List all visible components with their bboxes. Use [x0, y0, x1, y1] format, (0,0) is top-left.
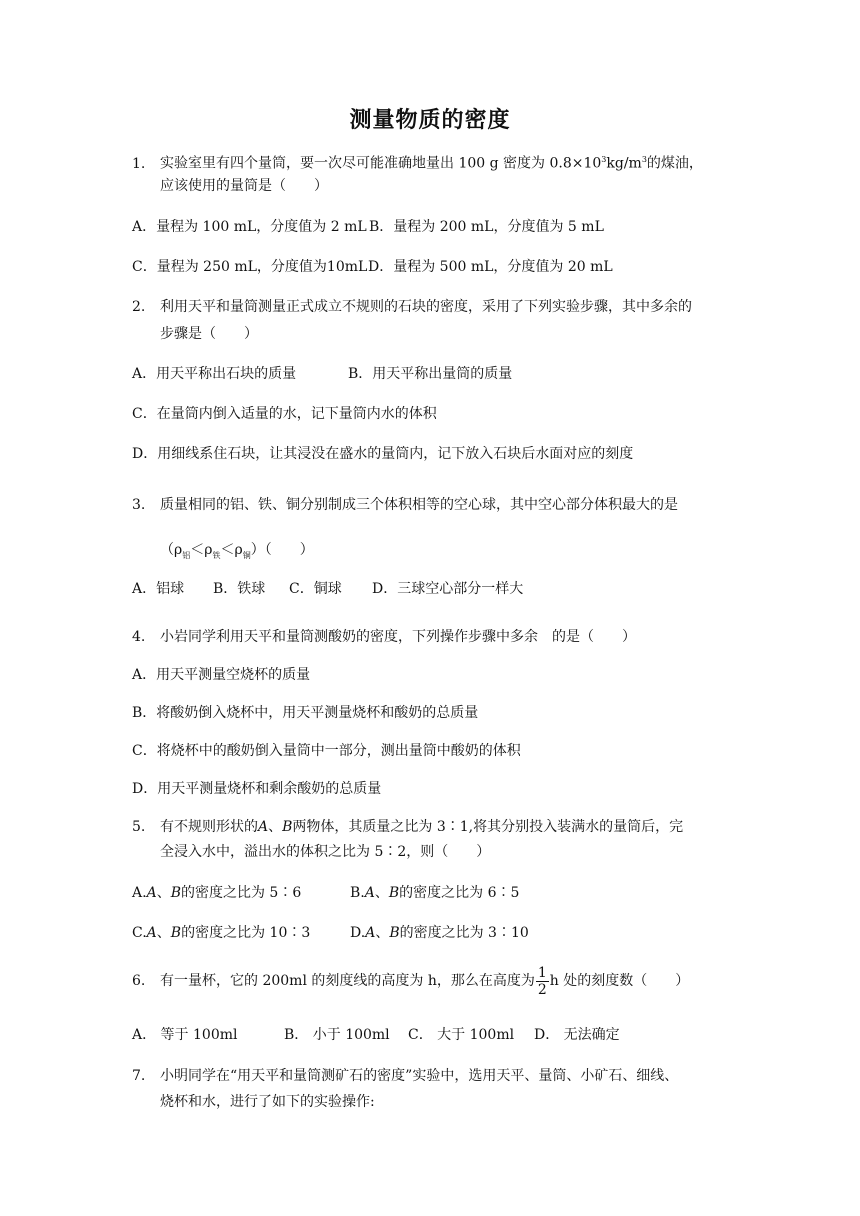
question-1-line-2: 应该使用的量筒是（ ） [160, 178, 328, 194]
page-title: 测量物质的密度 [349, 107, 511, 133]
option-b: B.A、B的密度之比为 6∶5 [350, 885, 520, 901]
question-7-line-2: 烧杯和水，进行了如下的实验操作: [160, 1094, 375, 1110]
option-b: B．量程为 200 mL，分度值为 5 mL [369, 219, 604, 235]
option-b: B． 小于 100ml [284, 1027, 390, 1043]
question-2-line-2: 步骤是（ ） [160, 326, 258, 342]
question-number: 6. [132, 973, 146, 989]
question-1-line-1: 1. 实验室里有四个量筒，要一次尽可能准确地量出 100 g 密度为 $0.8\times 10^3kg/m^3$的煤油， [132, 155, 703, 172]
question-3-density-condition: $(\rho_铝<\rho_铁<\rho_铜)$（ ） [160, 542, 314, 560]
option-c: C．在量筒内倒入适量的水，记下量筒内水的体积 [132, 406, 437, 422]
question-number: 1. [132, 155, 146, 172]
question-4-line-1: 4. 小岩同学利用天平和量筒测酸奶的密度，下列操作步骤中多余 的是（ ） [132, 629, 636, 645]
option-a: A．量程为 100 mL，分度值为 2 mL [132, 219, 367, 235]
option-c: C．铜球 [289, 581, 342, 597]
option-d: D．三球空心部分一样大 [372, 581, 524, 597]
option-c: C． 大于 100ml [408, 1027, 515, 1043]
question-3-options [132, 579, 523, 599]
question-number: 2. [132, 299, 146, 315]
question-7-line-1: 7. 小明同学在“用天平和量筒测矿石的密度”实验中，选用天平、量筒、小矿石、细线、 [132, 1068, 679, 1084]
question-5-options-cd [132, 923, 529, 943]
option-c: C．量程为 250 mL，分度值为10mL [132, 259, 368, 275]
question-number: 4. [132, 629, 146, 645]
question-6-line-1: 6. 有一量杯，它的 200ml 的刻度线的高度为 h，那么在高度为 $\frac{1}{2}$ h 处的刻度数（ ） [132, 964, 690, 998]
question-6-options [132, 1025, 620, 1045]
question-5-line-2: 全浸入水中，溢出水的体积之比为 5∶2，则（ ） [160, 844, 491, 860]
fraction-one-half: $\frac{1}{2}$ [537, 964, 547, 998]
question-1-options-ab [132, 217, 604, 237]
question-number: 5. [132, 819, 146, 835]
option-d: D．用细线系住石块，让其浸没在盛水的量筒内，记下放入石块后水面对应的刻度 [132, 446, 634, 462]
question-number: 7. [132, 1068, 146, 1084]
question-5-options-ab [132, 883, 519, 903]
option-b: B．用天平称出量筒的质量 [348, 366, 513, 382]
option-a: A．用天平称出石块的质量 [132, 366, 297, 382]
option-d: D．用天平测量烧杯和剩余酸奶的总质量 [132, 781, 382, 797]
option-b: B．铁球 [213, 581, 266, 597]
option-c: C.A、B的密度之比为 10∶3 [132, 925, 311, 941]
question-1-options-cd [132, 257, 613, 277]
question-2-options-ab [132, 364, 512, 384]
option-b: B．将酸奶倒入烧杯中，用天平测量烧杯和酸奶的总质量 [132, 705, 479, 721]
question-2-line-1: 2. 利用天平和量筒测量正式成立不规则的石块的密度，采用了下列实验步骤，其中多余的 [132, 299, 692, 315]
option-a: A．铝球 [132, 581, 185, 597]
question-5-line-1: 5. 有不规则形状的A、B两物体，其质量之比为 3∶1,将其分别投入装满水的量筒后，完 [132, 819, 684, 835]
option-a: A.A、B的密度之比为 5∶6 [132, 885, 302, 901]
option-a: A．用天平测量空烧杯的质量 [132, 667, 311, 683]
question-3-line-1: 3. 质量相同的铝、铁、铜分别制成三个体积相等的空心球，其中空心部分体积最大的是 [132, 497, 678, 513]
option-a: A． 等于 100ml [132, 1027, 238, 1043]
option-c: C．将烧杯中的酸奶倒入量筒中一部分，测出量筒中酸奶的体积 [132, 743, 521, 759]
option-d: D.A、B的密度之比为 3∶10 [350, 925, 529, 941]
question-number: 3. [132, 497, 146, 513]
option-d: D． 无法确定 [534, 1027, 620, 1043]
option-d: D．量程为 500 mL，分度值为 20 mL [368, 259, 613, 275]
